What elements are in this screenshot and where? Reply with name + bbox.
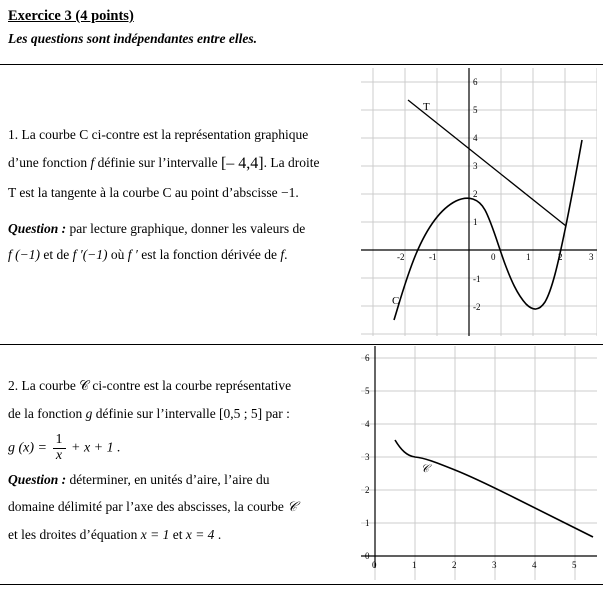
figure-2-grid <box>361 346 597 580</box>
q2-question-line-3 <box>8 521 356 549</box>
q2-formula-fraction <box>53 433 66 463</box>
svg-text:3: 3 <box>492 560 497 570</box>
q1-line-3 <box>8 180 356 206</box>
question-2-text <box>8 372 356 549</box>
q1-line-2-c: . La droite <box>263 155 320 171</box>
q1-values-b: et de <box>39 247 73 263</box>
q2-question-text-b: domaine délimité par l’axe des abscisses, la courbe <box>8 499 288 515</box>
q1-line-2-a: d’une fonction <box>8 155 91 171</box>
svg-text:3: 3 <box>365 452 370 462</box>
svg-text:2: 2 <box>452 560 457 570</box>
q1-line-2-b: définie sur l’intervalle <box>94 155 221 171</box>
svg-text:-1: -1 <box>429 252 437 262</box>
figure-1-curve-C <box>394 140 582 320</box>
figure-1-label-C: C <box>392 295 400 307</box>
figure-2-label-curve: 𝒞 <box>421 463 430 475</box>
question-1-text <box>8 122 356 268</box>
page-title: Exercice 3 (4 points) <box>8 8 134 24</box>
q2-equation-2: x = 4 <box>185 527 215 543</box>
svg-text:5: 5 <box>365 386 370 396</box>
svg-text:2: 2 <box>558 252 563 262</box>
q2-line-2-b: définie sur l’intervalle [0,5 ; 5] par : <box>92 405 290 421</box>
svg-text:2: 2 <box>473 189 478 199</box>
q2-curve-symbol: 𝒞 <box>287 499 298 515</box>
figure-1 <box>361 68 597 336</box>
divider-top <box>0 64 603 65</box>
svg-text:1: 1 <box>365 518 370 528</box>
svg-text:0: 0 <box>491 252 496 262</box>
q2-function-g: g <box>85 405 93 421</box>
svg-text:3: 3 <box>589 252 594 262</box>
svg-text:-2: -2 <box>397 252 405 262</box>
figure-2-svg <box>361 346 597 580</box>
q1-values-d: où <box>107 247 128 263</box>
svg-text:1: 1 <box>473 217 478 227</box>
q2-formula-denominator: x <box>55 448 63 464</box>
q2-formula-numerator: 1 <box>53 433 66 449</box>
svg-text:1: 1 <box>526 252 531 262</box>
q1-fprime-symbol: f ′ <box>127 247 138 263</box>
figure-2-curve <box>395 440 593 537</box>
q1-f-symbol: f <box>280 247 285 263</box>
svg-text:-2: -2 <box>473 302 481 312</box>
q1-value-f-at-minus-1: f (−1) <box>8 247 40 263</box>
q2-question-line-1 <box>8 466 356 494</box>
figure-2-tick-labels <box>365 353 577 570</box>
svg-text:6: 6 <box>365 353 370 363</box>
svg-text:6: 6 <box>473 77 478 87</box>
q1-question-text: par lecture graphique, donner les valeurs de <box>66 220 306 236</box>
svg-text:3: 3 <box>473 161 478 171</box>
divider-bottom <box>0 584 603 585</box>
page-header <box>0 0 603 47</box>
figure-1-tangent-T <box>408 100 566 226</box>
svg-text:5: 5 <box>473 105 478 115</box>
svg-text:-1: -1 <box>473 274 481 284</box>
divider-middle <box>0 344 603 345</box>
q2-formula-rhs: + x + 1 . <box>71 440 121 456</box>
q1-question-label: Question : <box>8 220 67 236</box>
q1-value-fprime-at-minus-1: f ′(−1) <box>72 247 108 263</box>
svg-text:4: 4 <box>473 133 478 143</box>
q2-period: . <box>214 527 222 543</box>
q2-question-text-a: déterminer, en unités d’aire, l’aire du <box>66 471 270 487</box>
figure-1-annotations <box>392 101 430 307</box>
q2-line-2-a: de la fonction <box>8 405 86 421</box>
q2-equation-1: x = 1 <box>140 527 170 543</box>
q2-line-1 <box>8 372 356 400</box>
q1-values-f: est la fonction dérivée de <box>137 247 281 263</box>
q1-interval: [– 4,4] <box>220 155 264 173</box>
q2-formula <box>8 433 356 463</box>
q1-line-1-text: 1. La courbe C ci-contre est la représentation graphique <box>8 127 309 142</box>
figure-1-label-T: T <box>423 101 430 113</box>
q2-line-1-text: 2. La courbe 𝒞 ci-contre est la courbe représentative <box>8 378 292 393</box>
svg-text:1: 1 <box>412 560 417 570</box>
svg-text:2: 2 <box>365 485 370 495</box>
q1-line-3-text: T est la tangente à la courbe C au point d’abscisse −1. <box>8 184 299 200</box>
q1-function-f: f <box>90 155 95 171</box>
svg-text:4: 4 <box>532 560 537 570</box>
svg-text:0: 0 <box>365 551 370 561</box>
figure-2 <box>361 346 597 580</box>
figure-2-annotations <box>421 463 432 475</box>
q1-spacer <box>8 206 356 216</box>
svg-text:0: 0 <box>372 560 377 570</box>
q2-formula-lhs: g (x) = <box>8 440 47 456</box>
q1-values-h: . <box>284 247 288 263</box>
figure-1-svg <box>361 68 597 336</box>
q2-and: et <box>169 527 186 543</box>
q1-line-1 <box>8 122 356 148</box>
q2-line-2 <box>8 400 356 428</box>
page-subtitle: Les questions sont indépendantes entre elles. <box>8 31 258 46</box>
svg-text:4: 4 <box>365 419 370 429</box>
q1-question-line <box>8 216 356 242</box>
q1-line-2 <box>8 148 356 179</box>
q2-question-line-2 <box>8 493 356 521</box>
q2-question-text-c: et les droites d’équation <box>8 527 141 543</box>
q2-question-label: Question : <box>8 471 67 487</box>
q1-values-line <box>8 242 356 268</box>
svg-text:5: 5 <box>572 560 577 570</box>
